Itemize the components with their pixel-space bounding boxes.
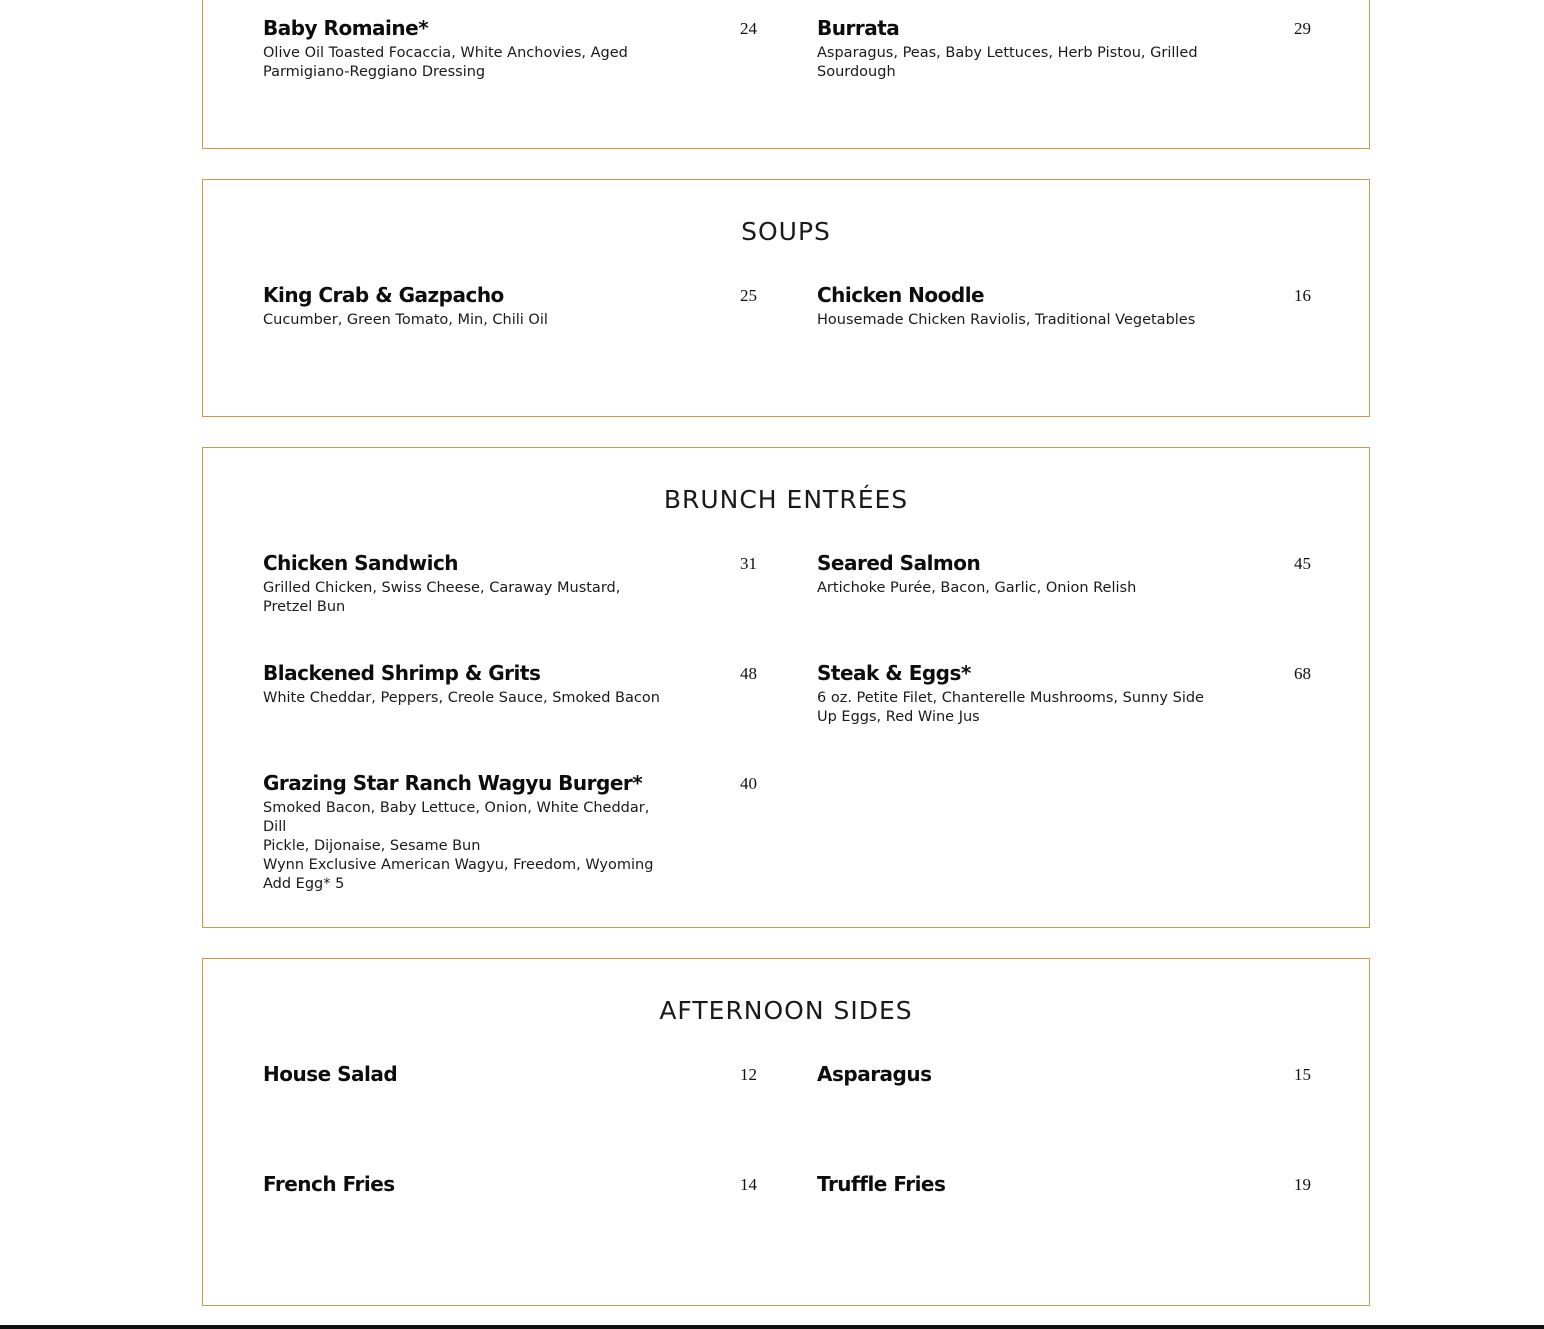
- item-description-line: Grilled Chicken, Swiss Cheese, Caraway Mustard,: [263, 580, 621, 596]
- item-name: Asparagus: [817, 1062, 932, 1086]
- item-price: 29: [1294, 19, 1311, 38]
- item-description-line: Parmigiano-Reggiano Dressing: [263, 64, 486, 80]
- item-name: Truffle Fries: [817, 1172, 946, 1196]
- item-name: Seared Salmon: [817, 551, 981, 575]
- item-description: [263, 311, 673, 330]
- item-price: 40: [740, 774, 757, 793]
- item-description-line: Cucumber, Green Tomato, Min, Chili Oil: [263, 312, 548, 328]
- item-name: Chicken Noodle: [817, 283, 985, 307]
- item-price: 25: [740, 286, 757, 305]
- section-title: AFTERNOON SIDES: [659, 996, 913, 1025]
- item-description-line: Housemade Chicken Raviolis, Traditional Vegetables: [817, 312, 1196, 328]
- item-description: [817, 311, 1227, 330]
- item-price: 16: [1294, 286, 1311, 305]
- item-description-line: Add Egg* 5: [263, 876, 345, 892]
- item-price: 68: [1294, 664, 1311, 683]
- item-price: 45: [1294, 554, 1311, 573]
- item-description: [263, 579, 673, 617]
- item-price: 48: [740, 664, 757, 683]
- item-price: 24: [740, 19, 757, 38]
- item-description-line: Up Eggs, Red Wine Jus: [817, 709, 980, 725]
- item-description-line: White Cheddar, Peppers, Creole Sauce, Smoked Bacon: [263, 690, 660, 706]
- item-name: Grazing Star Ranch Wagyu Burger*: [263, 771, 643, 795]
- section-soups: [202, 179, 1370, 417]
- section-title: SOUPS: [741, 217, 831, 246]
- item-description-line: Sourdough: [817, 64, 896, 80]
- item-description: [263, 44, 673, 82]
- bottom-divider: [0, 1325, 1544, 1329]
- item-name: Blackened Shrimp & Grits: [263, 661, 541, 685]
- item-description-line: Wynn Exclusive American Wagyu, Freedom, Wyoming: [263, 857, 654, 873]
- item-name: French Fries: [263, 1172, 395, 1196]
- item-description-line: Pickle, Dijonaise, Sesame Bun: [263, 838, 481, 854]
- item-name: Baby Romaine*: [263, 16, 429, 40]
- item-name: Burrata: [817, 16, 900, 40]
- item-price: 15: [1294, 1065, 1311, 1084]
- item-description: [817, 44, 1227, 82]
- item-name: Chicken Sandwich: [263, 551, 459, 575]
- item-description: [817, 579, 1227, 598]
- item-name: House Salad: [263, 1062, 398, 1086]
- item-description-line: Olive Oil Toasted Focaccia, White Anchovies, Aged: [263, 45, 628, 61]
- item-description: [263, 689, 673, 708]
- item-price: 19: [1294, 1175, 1311, 1194]
- section-brunch-entrees: [202, 447, 1370, 928]
- section-title: BRUNCH ENTRÉES: [663, 485, 909, 514]
- item-price: 14: [740, 1175, 757, 1194]
- item-description-line: 6 oz. Petite Filet, Chanterelle Mushrooms, Sunny Side: [817, 690, 1204, 706]
- item-name: King Crab & Gazpacho: [263, 283, 504, 307]
- section-afternoon-sides: [202, 958, 1370, 1306]
- item-description-line: Smoked Bacon, Baby Lettuce, Onion, White Cheddar, Dill: [263, 800, 650, 835]
- item-description-line: Artichoke Purée, Bacon, Garlic, Onion Relish: [817, 580, 1137, 596]
- item-description: [263, 799, 673, 894]
- item-description-line: Asparagus, Peas, Baby Lettuces, Herb Pistou, Grilled: [817, 45, 1198, 61]
- item-price: 12: [740, 1065, 757, 1084]
- item-description: [817, 689, 1227, 727]
- item-price: 31: [740, 554, 757, 573]
- item-name: Steak & Eggs*: [817, 661, 971, 685]
- item-description-line: Pretzel Bun: [263, 599, 346, 615]
- section-salads: [202, 0, 1370, 149]
